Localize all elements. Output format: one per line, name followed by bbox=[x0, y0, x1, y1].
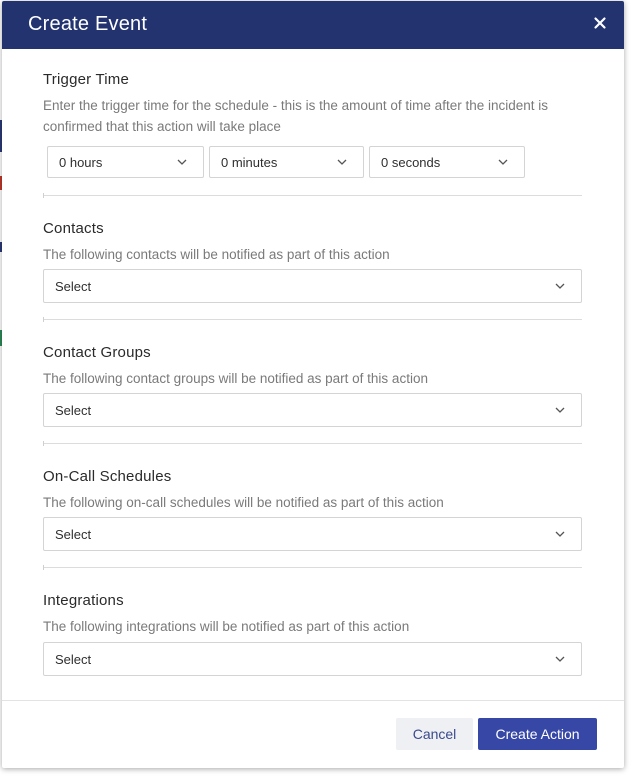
oncall-schedules-title: On-Call Schedules bbox=[43, 468, 172, 485]
hours-select[interactable] bbox=[47, 146, 204, 178]
integrations-section bbox=[43, 592, 582, 637]
section-divider bbox=[43, 319, 582, 320]
close-button[interactable] bbox=[590, 13, 610, 33]
footer-divider bbox=[2, 700, 624, 701]
modal-title: Create Event bbox=[28, 13, 148, 35]
integrations-description: The following integrations will be notified as part of this action bbox=[43, 619, 410, 634]
chevron-down-icon bbox=[555, 407, 565, 414]
trigger-time-description: Enter the trigger time for the schedule - this is the amount of time after the incident is confirmed that this action will take place bbox=[43, 98, 548, 134]
section-divider bbox=[43, 195, 582, 196]
chevron-down-icon bbox=[337, 159, 347, 166]
contacts-select[interactable] bbox=[43, 269, 582, 303]
contact-groups-section bbox=[43, 344, 582, 389]
contact-groups-title: Contact Groups bbox=[43, 344, 151, 361]
section-divider bbox=[43, 443, 582, 444]
oncall-schedules-description: The following on-call schedules will be notified as part of this action bbox=[43, 495, 444, 510]
create-event-modal bbox=[2, 1, 624, 768]
create-action-button[interactable]: Create Action bbox=[478, 718, 597, 750]
contacts-section bbox=[43, 220, 582, 265]
chevron-down-icon bbox=[498, 159, 508, 166]
seconds-select-value: 0 seconds bbox=[381, 155, 441, 170]
integrations-title: Integrations bbox=[43, 592, 124, 609]
integrations-select[interactable] bbox=[43, 642, 582, 676]
minutes-select-value: 0 minutes bbox=[221, 155, 278, 170]
cancel-button[interactable]: Cancel bbox=[396, 718, 473, 750]
oncall-schedules-select-value: Select bbox=[55, 527, 92, 542]
contacts-select-value: Select bbox=[55, 279, 92, 294]
hours-select-value: 0 hours bbox=[59, 155, 103, 170]
chevron-down-icon bbox=[555, 656, 565, 663]
section-divider bbox=[43, 567, 582, 568]
trigger-time-section bbox=[43, 71, 582, 137]
oncall-schedules-section bbox=[43, 468, 582, 513]
contact-groups-select[interactable] bbox=[43, 393, 582, 427]
contacts-title: Contacts bbox=[43, 220, 104, 237]
trigger-time-title: Trigger Time bbox=[43, 71, 130, 88]
seconds-select[interactable] bbox=[369, 146, 525, 178]
contacts-description: The following contacts will be notified as part of this action bbox=[43, 247, 390, 262]
chevron-down-icon bbox=[555, 283, 565, 290]
modal-header bbox=[2, 1, 624, 49]
oncall-schedules-select[interactable] bbox=[43, 517, 582, 551]
chevron-down-icon bbox=[555, 531, 565, 538]
contact-groups-select-value: Select bbox=[55, 403, 92, 418]
integrations-select-value: Select bbox=[55, 652, 92, 667]
close-icon bbox=[590, 13, 610, 33]
chevron-down-icon bbox=[177, 159, 187, 166]
contact-groups-description: The following contact groups will be notified as part of this action bbox=[43, 371, 428, 386]
minutes-select[interactable] bbox=[209, 146, 364, 178]
